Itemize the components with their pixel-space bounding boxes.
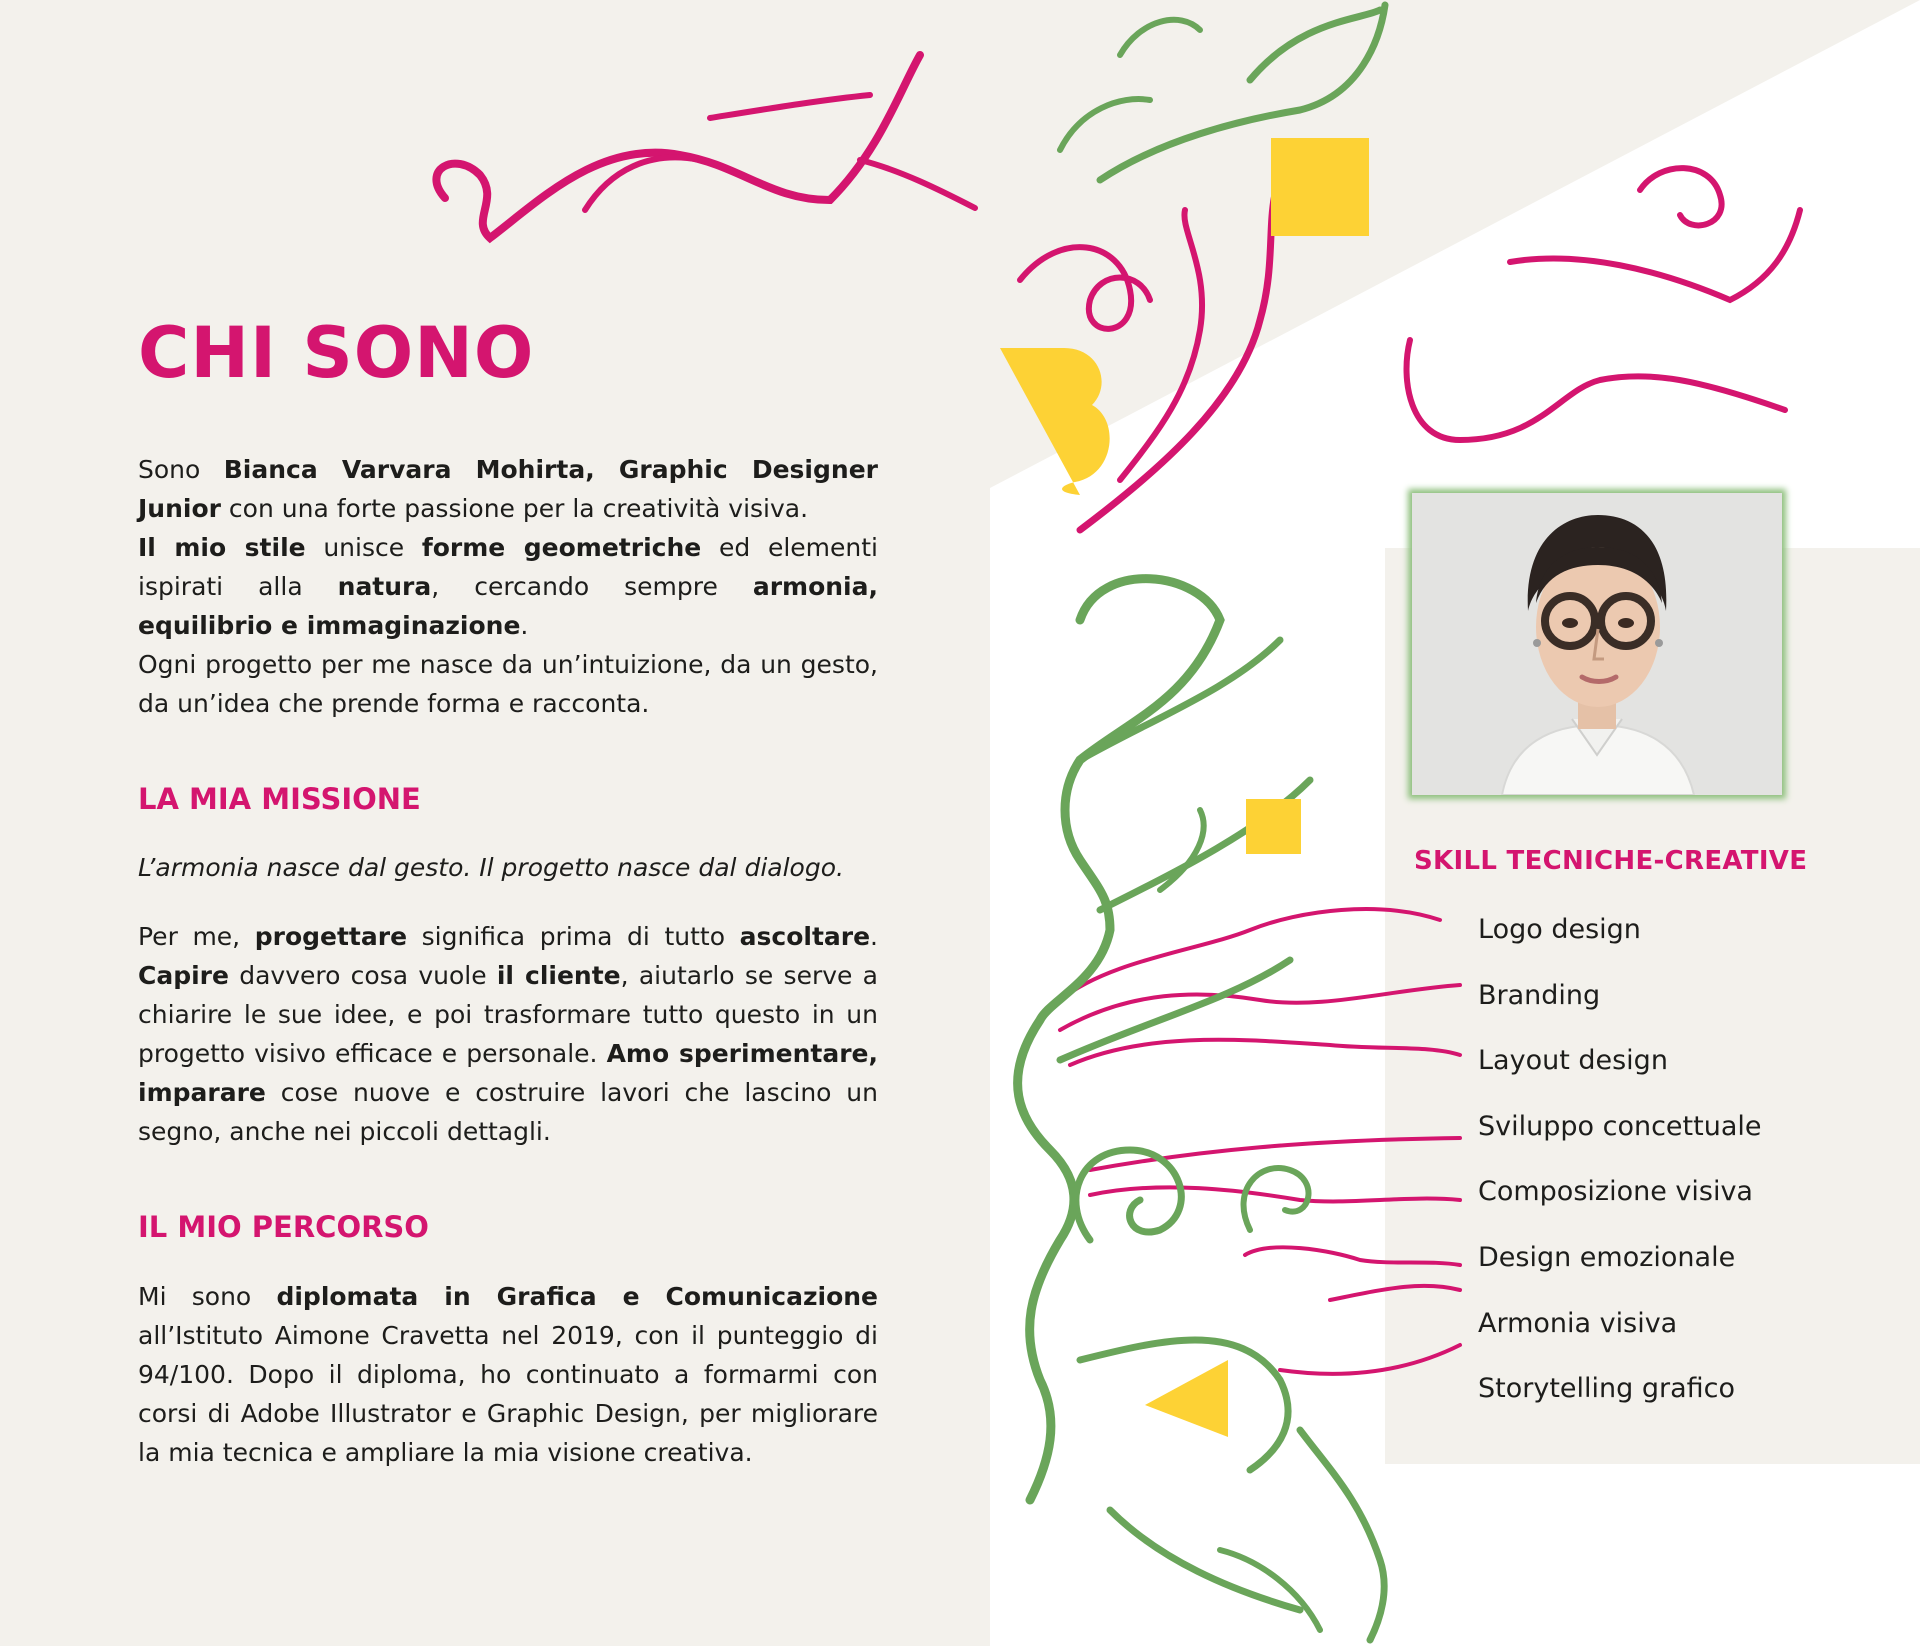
yellow-triangle — [1145, 1360, 1228, 1437]
skills-list — [1478, 908, 1762, 1433]
emphasis-text: Bianca Varvara Mohirta, Graphic Designer Junior — [138, 455, 878, 523]
mission-heading: LA MIA MISSIONE — [138, 782, 421, 816]
emphasis-text: armonia, equilibrio e immaginazione — [138, 572, 878, 640]
emphasis-text: natura — [337, 572, 432, 601]
yellow-square-mid — [1246, 799, 1301, 854]
path-text — [138, 1277, 878, 1472]
emphasis-text: diplomata in Grafica e Comunicazione — [276, 1282, 878, 1311]
pink-swirl-right-2 — [1510, 210, 1800, 300]
green-leaf-1 — [1080, 640, 1280, 760]
intro-paragraph: Il mio stile unisce forme geometriche ed elementi ispirati alla natura, cercando sempre armonia, equilibrio e immaginazione. — [138, 533, 878, 640]
green-leaf-7 — [1300, 1430, 1384, 1640]
emphasis-text: progettare — [254, 922, 408, 951]
pink-skill-line-8 — [1280, 1345, 1460, 1374]
pink-skill-line-5 — [1090, 1187, 1460, 1201]
path-heading: IL MIO PERCORSO — [138, 1210, 429, 1244]
mission-paragraph: Per me, progettare significa prima di tutto ascoltare. Capire davvero cosa vuole il cliente, aiutarlo se serve a chiarire le sue idee, e poi trasformare tutto questo in un progetto visivo efficace e personale. Amo sperimentare, imparare cose nuove e costruire lavori che lascino un segno, anche nei piccoli dettagli. — [138, 922, 878, 1146]
page-title: CHI SONO — [138, 312, 535, 394]
pink-swirl-top — [436, 55, 920, 238]
mission-text — [138, 917, 878, 1151]
portrait-illustration — [1412, 493, 1782, 795]
skill-item: Branding — [1478, 979, 1601, 1011]
skill-item: Logo design — [1478, 914, 1641, 945]
pink-skill-line-2 — [1060, 985, 1460, 1030]
skill-item: Storytelling grafico — [1478, 1373, 1736, 1405]
intro-paragraph: Ogni progetto per me nasce da un’intuizione, da un gesto, da un’idea che prende forma e racconta. — [138, 650, 878, 718]
pink-swirl-center — [1020, 247, 1150, 329]
emphasis-text: Amo sperimentare, imparare — [138, 1039, 878, 1107]
skill-item: Sviluppo concettuale — [1478, 1110, 1762, 1142]
pink-skill-line-3 — [1070, 1040, 1460, 1065]
intro-paragraph: Sono Bianca Varvara Mohirta, Graphic Designer Junior con una forte passione per la creatività visiva. — [138, 455, 878, 523]
emphasis-text: Il mio stile — [138, 533, 306, 562]
skill-item: Armonia visiva — [1478, 1307, 1678, 1339]
green-swirl-top-4 — [1120, 20, 1200, 55]
pink-skill-line-7 — [1330, 1286, 1460, 1300]
pink-swirl-top-3 — [710, 95, 870, 118]
intro-text — [138, 450, 878, 723]
yellow-square-top — [1271, 138, 1369, 236]
green-leaf-3 — [1060, 960, 1290, 1060]
pink-swirl-right-3 — [1407, 340, 1785, 440]
green-swirl-top-3 — [1060, 99, 1150, 150]
pink-skill-line-6 — [1245, 1247, 1460, 1265]
skills-title: SKILL TECNICHE-CREATIVE — [1414, 846, 1808, 876]
pink-swirl-top-4 — [860, 160, 975, 208]
emphasis-text: ascoltare — [739, 922, 871, 951]
path-paragraph: Mi sono diplomata in Grafica e Comunicazione all’Istituto Aimone Cravetta nel 2019, con il punteggio di 94/100. Dopo il diploma, ho continuato a formarmi con corsi di Adobe Illustrator e Graphic Design, per migliorare la mia tecnica e ampliare la mia visione creativa. — [138, 1282, 878, 1467]
skill-item: Composizione visiva — [1478, 1176, 1753, 1208]
portrait-photo — [1412, 493, 1782, 795]
skill-item: Layout design — [1478, 1045, 1668, 1077]
emphasis-text: il cliente — [496, 961, 621, 990]
pink-swirl-right — [1640, 168, 1722, 225]
mission-quote: L’armonia nasce dal gesto. Il progetto nasce dal dialogo. — [138, 853, 844, 882]
emphasis-text: forme geometriche — [421, 533, 702, 562]
green-leaf-6 — [1110, 1510, 1300, 1610]
emphasis-text: Capire — [138, 961, 229, 990]
skill-item: Design emozionale — [1478, 1241, 1736, 1273]
yellow-b-shape — [1000, 348, 1110, 495]
